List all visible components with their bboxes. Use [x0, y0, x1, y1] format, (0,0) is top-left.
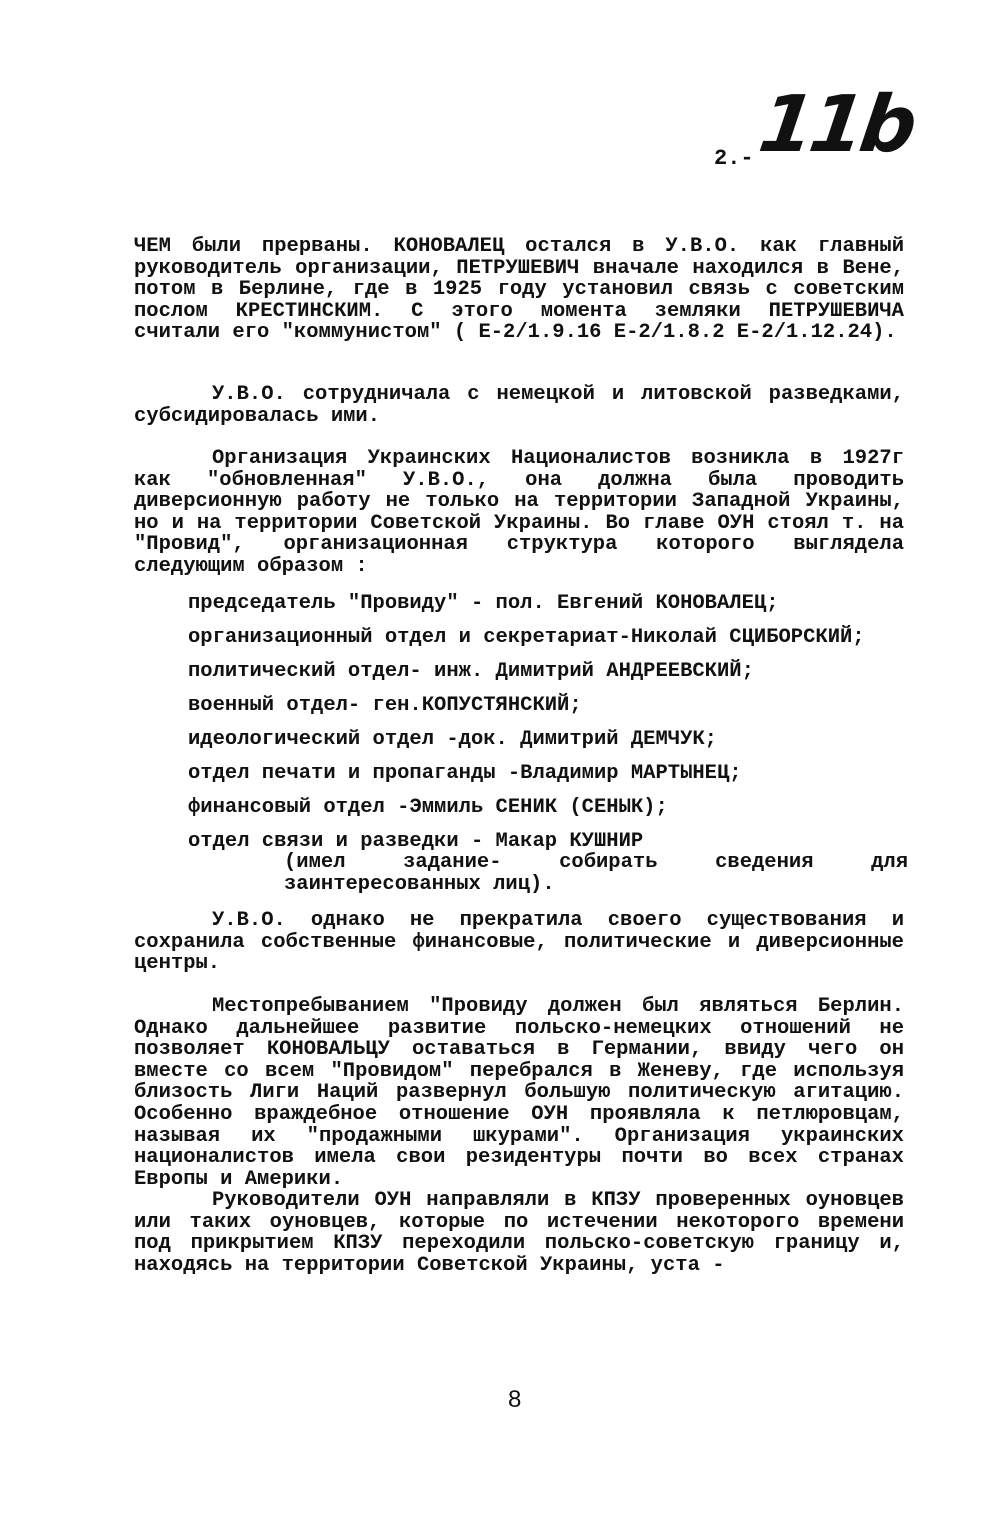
paragraph-1-text: ЧЕМ были прерваны. КОНОВАЛЕЦ остался в У.В.О. как главный руководитель организации, ПЕТРУШЕВИЧ вначале находился в Вене, потом в Берлине, где в 1925 году установил связь с советским послом КРЕСТИНСКИМ. С этого момента земляки ПЕТРУШЕВИЧА считали его "коммунистом" ( Е-2/1.9.16 Е-2/1.8.2 Е-2/1.12.24).	[134, 235, 904, 345]
structure-item-intelligence: отдел связи и разведки - Макар КУШНИР	[188, 830, 644, 853]
paragraph-2-text: У.В.О. сотрудничала с немецкой и литовской разведками, субсидировалась ими.	[134, 383, 904, 428]
page-number-handwritten: 11b	[753, 80, 919, 170]
paragraph-1	[134, 236, 904, 344]
paragraph-6	[134, 1190, 904, 1276]
paragraph-5-text: Местопребыванием "Провиду должен был являться Берлин. Однако дальнейшее развитие польско-немецких отношений не позволяет КОНОВАЛЬЦУ оставаться в Германии, ввиду чего он вместе со всем "Провидом" перебрался в Женеву, где используя близость Лиги Наций развернул большую политическую агитацию. Особенно враждебное отношение ОУН проявляла к петлюровцам, называя их "продажными шкурами". Организация украинских националистов имела свои резидентуры почти во всех странах Европы и Америки.	[134, 995, 904, 1191]
organization-structure-list	[188, 592, 908, 895]
structure-item-chairman: председатель "Провиду" - пол. Евгений КОНОВАЛЕЦ;	[188, 592, 779, 615]
paragraph-2	[134, 384, 904, 427]
page-number-printed: 2.-	[714, 146, 754, 171]
paragraph-6-text: Руководители ОУН направляли в КПЗУ проверенных оуновцев или таких оуновцев, которые по истечении некоторого времени под прикрытием КПЗУ переходили польско-советскую границу и, находясь на территории Советской Украины, уста -	[134, 1189, 904, 1277]
paragraph-3	[134, 448, 904, 578]
structure-item-intelligence-note: (имел задание- собирать сведения для заинтересованных лиц).	[284, 851, 908, 896]
structure-item-finance: финансовый отдел -Эммиль СЕНИК (СЕНЫК);	[188, 796, 668, 819]
structure-item-organizational: организационный отдел и секретариат-Николай СЦИБОРСКИЙ;	[188, 626, 865, 649]
structure-item-military: военный отдел- ген.КОПУСТЯНСКИЙ;	[188, 694, 582, 717]
structure-item-ideological: идеологический отдел -док. Димитрий ДЕМЧУК;	[188, 728, 717, 751]
paragraph-4-text: У.В.О. однако не прекратила своего существования и сохранила собственные финансовые, политические и диверсионные центры.	[134, 909, 904, 976]
structure-item-political: политический отдел- инж. Димитрий АНДРЕЕВСКИЙ;	[188, 660, 754, 683]
footer-page-number: 8	[508, 1386, 522, 1413]
structure-item-press: отдел печати и пропаганды -Владимир МАРТЫНЕЦ;	[188, 762, 742, 785]
paragraph-5	[134, 996, 904, 1190]
paragraph-3-text: Организация Украинских Националистов возникла в 1927г как "обновленная" У.В.О., она должна была проводить диверсионную работу не только на территории Западной Украины, но и на территории Советской Украины. Во главе ОУН стоял т. на "Провид", организационная структура которого выглядела следующим образом :	[134, 447, 904, 578]
paragraph-4	[134, 910, 904, 975]
